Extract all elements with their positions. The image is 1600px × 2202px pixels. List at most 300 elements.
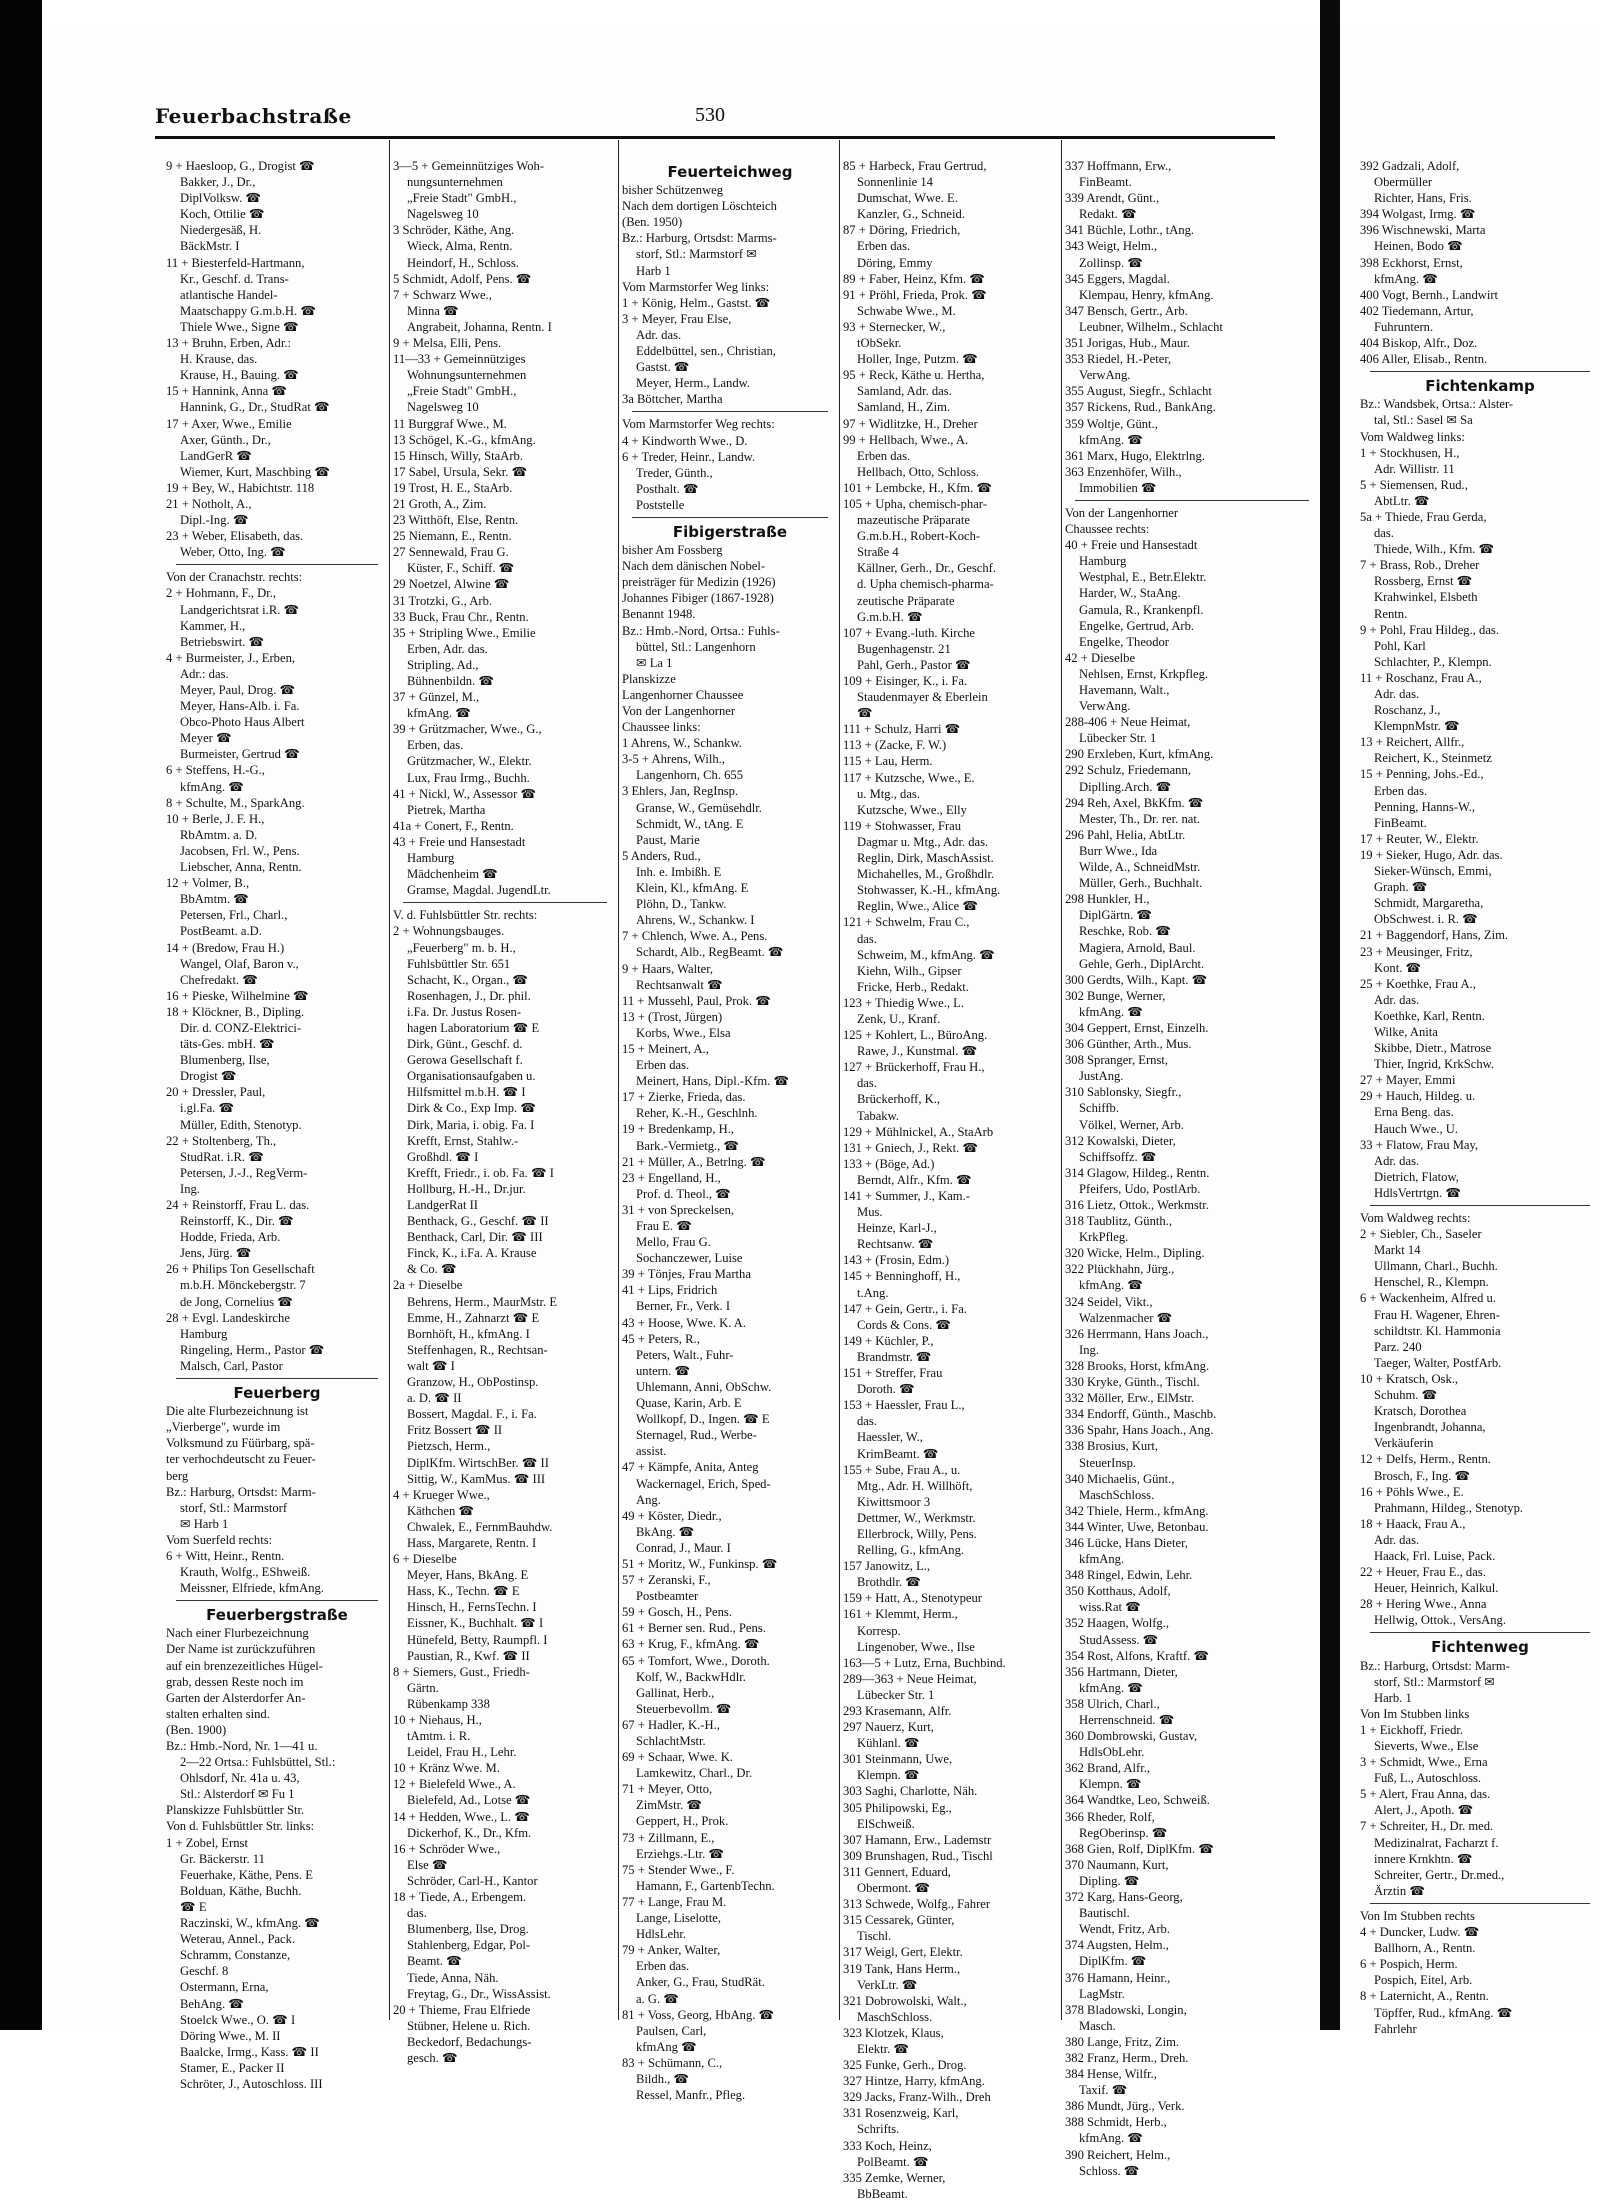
- directory-entry: 3 + Meyer, Frau Else,: [622, 311, 732, 326]
- directory-entry: 302 Bunge, Werner,: [1065, 988, 1166, 1003]
- entry-continuation: Korbs, Wwe., Elsa: [636, 1025, 731, 1040]
- entry-continuation: BbBeamt.: [857, 2186, 908, 2201]
- directory-entry: 19 Trost, H. E., StaArb.: [393, 480, 513, 495]
- entry-continuation: Adr. Willistr. 11: [1374, 461, 1455, 476]
- directory-entry: 151 + Streffer, Frau: [843, 1366, 943, 1381]
- entry-continuation: Krefft, Ernst, Stahlw.-: [407, 1133, 519, 1148]
- entry-continuation: kfmAng. ☎: [1079, 1278, 1143, 1293]
- directory-entry: 21 Groth, A., Zim.: [393, 496, 487, 511]
- entry-continuation: kfmAng.: [1079, 1552, 1125, 1567]
- entry-continuation: Erben, Adr. das.: [407, 641, 488, 656]
- directory-entry: 402 Tiedemann, Artur,: [1360, 303, 1474, 318]
- directory-entry: 157 Janowitz, L.,: [843, 1559, 931, 1574]
- directory-entry: 1 Ahrens, W., Schankw.: [622, 736, 742, 751]
- directory-entry: 313 Schwede, Wolfg., Fahrer: [843, 1897, 991, 1912]
- directory-entry: 325 Funke, Gerh., Drog.: [843, 2058, 967, 2073]
- street-heading: Fichtenkamp: [1425, 377, 1535, 396]
- directory-entry: Bz.: Hmb.-Nord, Ortsa.: Fuhls-: [622, 623, 780, 638]
- entry-continuation: storf, Stl.: Marmstorf: [180, 1500, 288, 1515]
- directory-entry: 388 Schmidt, Herb.,: [1065, 2115, 1167, 2130]
- directory-entry: 99 + Hellbach, Wwe., A.: [843, 432, 969, 447]
- directory-entry: 4 + Kindworth Wwe., D.: [622, 433, 748, 448]
- entry-continuation: Straße 4: [857, 545, 899, 560]
- entry-continuation: Lübecker Str. 1: [857, 1687, 935, 1702]
- directory-entry: 17 + Axer, Wwe., Emilie: [166, 416, 292, 431]
- entry-continuation: Leidel, Frau H., Lehr.: [407, 1745, 517, 1760]
- directory-entry: 17 + Reuter, W., Elektr.: [1360, 831, 1479, 846]
- directory-entry: 40 + Freie und Hansestadt: [1065, 538, 1198, 553]
- directory-entry: 298 Hunkler, H.,: [1065, 892, 1150, 907]
- entry-continuation: Schiffb.: [1079, 1101, 1119, 1116]
- directory-entry: V. d. Fuhlsbüttler Str. rechts:: [393, 908, 538, 923]
- entry-continuation: innere Krnkhtn. ☎: [1374, 1851, 1473, 1866]
- directory-entry: 386 Mundt, Jürg., Verk.: [1065, 2099, 1185, 2114]
- entry-continuation: Erben das.: [1374, 783, 1428, 798]
- entry-continuation: Adr. das.: [1374, 992, 1420, 1007]
- directory-entry: 2 + Hohmann, F., Dr.,: [166, 586, 276, 601]
- directory-entry: 370 Naumann, Kurt,: [1065, 1857, 1169, 1872]
- directory-entry: 43 + Hoose, Wwe. K. A.: [622, 1315, 747, 1330]
- entry-continuation: Reher, K.-H., Geschlnh.: [636, 1106, 758, 1121]
- entry-continuation: Frau H. Wagener, Ehren-: [1374, 1307, 1500, 1322]
- entry-continuation: LagMstr.: [1079, 1986, 1125, 2001]
- directory-entry: 312 Kowalski, Dieter,: [1065, 1133, 1176, 1148]
- entry-continuation: HdlsVertrtgn. ☎: [1374, 1185, 1462, 1200]
- directory-entry: grab, dessen Reste noch im: [166, 1674, 304, 1689]
- entry-continuation: Walzenmacher ☎: [1079, 1310, 1173, 1325]
- entry-continuation: Steffenhagen, R., Rechtsan-: [407, 1342, 548, 1357]
- entry-continuation: Meyer, Hans-Alb. i. Fa.: [180, 699, 300, 714]
- directory-entry: 3 Ehlers, Jan, RegInsp.: [622, 784, 739, 799]
- entry-continuation: Obermont. ☎: [857, 1881, 931, 1896]
- entry-continuation: kfmAng. ☎: [1079, 2131, 1143, 2146]
- entry-continuation: Ärztin ☎: [1374, 1883, 1426, 1898]
- directory-entry: 129 + Mühlnickel, A., StaArb: [843, 1124, 994, 1139]
- entry-continuation: Leubner, Wilhelm., Schlacht: [1079, 319, 1223, 334]
- entry-continuation: DiplGärtn. ☎: [1079, 908, 1153, 923]
- entry-continuation: Rübenkamp 338: [407, 1696, 490, 1711]
- directory-entry: 14 + (Bredow, Frau H.): [166, 940, 285, 955]
- directory-entry: Garten der Alsterdorfer An-: [166, 1690, 306, 1705]
- entry-continuation: schildtstr. Kl. Hammonia: [1374, 1323, 1501, 1338]
- entry-continuation: Stoelck Wwe., O. ☎ I: [180, 2012, 296, 2027]
- column-rule: [839, 140, 840, 2020]
- entry-continuation: Zenk, U., Kranf.: [857, 1011, 941, 1026]
- directory-entry: Benannt 1948.: [622, 607, 696, 622]
- entry-continuation: Fritz Bossert ☎ II: [407, 1423, 503, 1438]
- entry-continuation: Adr. das.: [636, 327, 682, 342]
- entry-continuation: Quase, Karin, Arb. E: [636, 1396, 742, 1411]
- entry-continuation: Petersen, J.-J., RegVerm-: [180, 1165, 308, 1180]
- entry-continuation: Gr. Bäckerstr. 11: [180, 1851, 265, 1866]
- directory-entry: 4 + Duncker, Ludw. ☎: [1360, 1925, 1480, 1940]
- directory-entry: 337 Hoffmann, Erw.,: [1065, 159, 1172, 173]
- directory-entry: 310 Sablonsky, Siegfr.,: [1065, 1085, 1182, 1100]
- directory-entry: 345 Eggers, Magdal.: [1065, 271, 1170, 286]
- directory-entry: 49 + Köster, Diedr.,: [622, 1508, 722, 1523]
- directory-entry: 5 Anders, Rud.,: [622, 848, 701, 863]
- directory-entry: 15 + Meinert, A.,: [622, 1041, 709, 1056]
- entry-continuation: Hamburg: [407, 851, 455, 866]
- entry-continuation: Adr. das.: [1374, 1153, 1420, 1168]
- directory-entry: Langenhorner Chaussee: [622, 687, 744, 702]
- entry-continuation: Schmidt, W., tAng. E: [636, 816, 744, 831]
- entry-continuation: Cords & Cons. ☎: [857, 1317, 952, 1332]
- directory-entry: 47 + Kämpfe, Anita, Anteg: [622, 1460, 759, 1475]
- directory-entry: 317 Weigl, Gert, Elektr.: [843, 1945, 963, 1960]
- directory-entry: 13 + Bruhn, Erben, Adr.:: [166, 336, 291, 351]
- directory-entry: 20 + Dressler, Paul,: [166, 1085, 266, 1100]
- entry-continuation: Dirk, Maria, i. obig. Fa. I: [407, 1117, 535, 1132]
- directory-entry: 1 + Eickhoff, Friedr.: [1360, 1722, 1464, 1737]
- page-gutter: [1320, 0, 1340, 2030]
- directory-entry: 41 + Lips, Fridrich: [622, 1283, 718, 1298]
- entry-continuation: Fuß, L., Autoschloss.: [1374, 1771, 1482, 1786]
- entry-continuation: Posthalt. ☎: [636, 481, 699, 496]
- directory-entry: 26 + Philips Ton Gesellschaft: [166, 1262, 315, 1277]
- directory-entry: 115 + Lau, Herm.: [843, 754, 933, 769]
- directory-entry: 73 + Zillmann, E.,: [622, 1830, 715, 1845]
- section-divider: [176, 564, 378, 565]
- directory-entry: 343 Weigt, Helm.,: [1065, 239, 1158, 254]
- entry-continuation: Reglin, Wwe., Alice ☎: [857, 899, 979, 914]
- directory-entry: 292 Schulz, Friedemann,: [1065, 763, 1191, 778]
- entry-continuation: Erben das.: [857, 239, 911, 254]
- entry-continuation: Klempn. ☎: [1079, 1777, 1142, 1792]
- directory-entry: bisher Schützenweg: [622, 183, 724, 198]
- directory-entry: 123 + Thiedig Wwe., L.: [843, 995, 965, 1010]
- entry-continuation: Mus.: [857, 1205, 883, 1220]
- entry-continuation: Zollinsp. ☎: [1079, 255, 1143, 270]
- entry-continuation: Stamer, E., Packer II: [180, 2060, 285, 2075]
- directory-entry: 394 Wolgast, Irmg. ☎: [1360, 207, 1476, 222]
- directory-entry: 71 + Meyer, Otto,: [622, 1782, 713, 1797]
- entry-continuation: Mello, Frau G.: [636, 1235, 711, 1250]
- entry-continuation: SchlachtMstr.: [636, 1734, 706, 1748]
- entry-continuation: Kammer, H.,: [180, 618, 246, 633]
- directory-entry: 13 + Reichert, Allfr.,: [1360, 735, 1465, 750]
- directory-entry: 8 + Siemers, Gust., Friedh-: [393, 1664, 530, 1679]
- directory-entry: 7 + Chlench, Wwe. A., Pens.: [622, 929, 768, 944]
- entry-continuation: Rawe, J., Kunstmal. ☎: [857, 1044, 978, 1059]
- entry-continuation: Michahelles, M., Großhdlr.: [857, 867, 995, 882]
- entry-continuation: kfmAng. ☎: [1079, 432, 1143, 447]
- directory-entry: 95 + Reck, Käthe u. Hertha,: [843, 368, 985, 383]
- entry-continuation: Samland, Adr. das.: [857, 384, 952, 399]
- entry-continuation: Kont. ☎: [1374, 960, 1422, 975]
- entry-continuation: G.m.b.H. ☎: [857, 609, 923, 624]
- street-heading: Fibigerstraße: [672, 522, 788, 541]
- directory-entry: ter verhochdeutscht zu Feuer-: [166, 1452, 316, 1467]
- directory-entry: 29 Noetzel, Alwine ☎: [393, 577, 510, 592]
- entry-continuation: m.b.H. Mönckebergstr. 7: [180, 1278, 306, 1293]
- entry-continuation: wiss.Rat ☎: [1079, 1600, 1141, 1615]
- directory-entry: 330 Kryke, Günth., Tischl.: [1065, 1375, 1200, 1390]
- entry-continuation: Schmidt, Margaretha,: [1374, 896, 1484, 911]
- entry-continuation: Schardt, Alb., RegBeamt. ☎: [636, 945, 784, 960]
- directory-column: [393, 158, 617, 2065]
- directory-entry: 5 + Siemensen, Rud.,: [1360, 477, 1468, 492]
- directory-entry: 366 Rheder, Rolf,: [1065, 1809, 1155, 1824]
- directory-entry: 368 Gien, Rolf, DiplKfm. ☎: [1065, 1841, 1214, 1856]
- entry-continuation: Meissner, Elfriede, kfmAng.: [180, 1581, 324, 1596]
- entry-continuation: Henschel, R., Klempn.: [1374, 1275, 1489, 1290]
- directory-entry: 15 Hinsch, Willy, StaArb.: [393, 448, 523, 463]
- entry-continuation: RbAmtm. a. D.: [180, 827, 258, 842]
- entry-continuation: kfmAng. ☎: [1374, 271, 1438, 286]
- entry-continuation: Drogist ☎: [180, 1069, 237, 1084]
- directory-entry: 358 Ulrich, Charl.,: [1065, 1696, 1160, 1711]
- entry-continuation: Dirk, Günt., Geschf. d.: [407, 1037, 523, 1052]
- entry-continuation: Burr Wwe., Ida: [1079, 843, 1158, 858]
- entry-continuation: Paustian, R., Kwf. ☎ II: [407, 1648, 530, 1663]
- directory-entry: 308 Spranger, Ernst,: [1065, 1053, 1169, 1068]
- directory-entry: 27 Sennewald, Frau G.: [393, 545, 509, 560]
- section-divider: [1370, 1903, 1590, 1904]
- directory-entry: 31 Trotzki, G., Arb.: [393, 593, 493, 608]
- directory-entry: 320 Wicke, Helm., Dipling.: [1065, 1246, 1205, 1261]
- entry-continuation: FinBeamt.: [1374, 815, 1427, 830]
- entry-continuation: Wieck, Alma, Rentn.: [407, 239, 513, 254]
- entry-continuation: Reschke, Rob. ☎: [1079, 924, 1171, 939]
- directory-entry: 382 Franz, Herm., Dreh.: [1065, 2050, 1189, 2065]
- directory-entry: 332 Möller, Erw., ElMstr.: [1065, 1391, 1195, 1406]
- entry-continuation: Axer, Günth., Dr.,: [180, 432, 271, 447]
- entry-continuation: Chwalek, E., FernmBauhdw.: [407, 1519, 553, 1534]
- directory-entry: 2a + Dieselbe: [393, 1278, 463, 1293]
- entry-continuation: Verkäuferin: [1374, 1436, 1434, 1451]
- directory-entry: 113 + (Zacke, F. W.): [843, 738, 947, 753]
- entry-continuation: VerwAng.: [1079, 699, 1131, 714]
- entry-continuation: Geschf. 8: [180, 1964, 229, 1979]
- entry-continuation: Klempn. ☎: [857, 1768, 920, 1783]
- entry-continuation: Finck, K., i.Fa. A. Krause: [407, 1246, 537, 1261]
- entry-continuation: Gärtn.: [407, 1680, 439, 1695]
- entry-continuation: Völkel, Werner, Arb.: [1079, 1117, 1184, 1132]
- entry-continuation: Granzow, H., ObPostinsp.: [407, 1375, 539, 1390]
- directory-entry: 19 + Bey, W., Habichtstr. 118: [166, 480, 315, 495]
- entry-continuation: Thiele Wwe., Signe ☎: [180, 319, 299, 334]
- entry-continuation: Feuerhake, Käthe, Pens. E: [180, 1867, 313, 1882]
- entry-continuation: Paulsen, Carl,: [636, 2023, 707, 2038]
- directory-entry: 145 + Benninghoff, H.,: [843, 1269, 961, 1284]
- entry-continuation: das.: [857, 1076, 877, 1091]
- directory-entry: 338 Brosius, Kurt,: [1065, 1439, 1159, 1454]
- directory-entry: 79 + Anker, Walter,: [622, 1943, 721, 1958]
- entry-continuation: Reichert, K., Steinmetz: [1374, 751, 1492, 766]
- directory-entry: 294 Reh, Axel, BkKfm. ☎: [1065, 795, 1204, 810]
- entry-continuation: HdlsLehr.: [636, 1927, 687, 1942]
- directory-entry: 304 Geppert, Ernst, Einzelh.: [1065, 1020, 1209, 1035]
- directory-entry: 117 + Kutzsche, Wwe., E.: [843, 770, 975, 785]
- entry-continuation: Ahrens, W., Schankw. I: [636, 913, 755, 928]
- directory-entry: 6 + Dieselbe: [393, 1552, 457, 1567]
- directory-entry: Nach einer Flurbezeichnung: [166, 1626, 309, 1641]
- directory-entry: 12 + Delfs, Herm., Rentn.: [1360, 1452, 1491, 1467]
- entry-continuation: Döring, Emmy: [857, 255, 933, 270]
- directory-entry: Johannes Fibiger (1867-1928): [622, 591, 774, 606]
- entry-continuation: RegOberinsp. ☎: [1079, 1825, 1168, 1840]
- directory-entry: 45 + Peters, R.,: [622, 1331, 700, 1346]
- entry-continuation: FinBeamt.: [1079, 175, 1132, 190]
- entry-continuation: Bolduan, Käthe, Buchh.: [180, 1883, 302, 1898]
- entry-continuation: walt ☎ I: [407, 1358, 455, 1373]
- directory-entry: 11 Burggraf Wwe., M.: [393, 416, 507, 431]
- directory-entry: 19 + Sieker, Hugo, Adr. das.: [1360, 847, 1503, 862]
- entry-continuation: Pietrek, Martha: [407, 802, 486, 817]
- directory-entry: 41 + Nickl, W., Assessor ☎: [393, 786, 537, 801]
- entry-continuation: Taxif. ☎: [1079, 2083, 1128, 2098]
- entry-continuation: G.m.b.H., Robert-Koch-: [857, 529, 981, 544]
- entry-continuation: Kanzler, G., Schneid.: [857, 207, 965, 222]
- header-street: Feuerbachstraße: [155, 104, 352, 128]
- entry-continuation: Bühnenbildn. ☎: [407, 674, 495, 688]
- directory-entry: 315 Cessarek, Günter,: [843, 1913, 955, 1928]
- entry-continuation: StudAssess. ☎: [1079, 1632, 1159, 1647]
- directory-entry: 57 + Zeranski, F.,: [622, 1573, 711, 1588]
- entry-continuation: Gerowa Gesellschaft f.: [407, 1053, 523, 1068]
- entry-continuation: hagen Laboratorium ☎ E: [407, 1020, 540, 1035]
- entry-continuation: a. G. ☎: [636, 1991, 679, 2006]
- directory-entry: 22 + Stoltenberg, Th.,: [166, 1133, 277, 1148]
- directory-entry: 3-5 + Ahrens, Wilh.,: [622, 752, 725, 767]
- entry-continuation: Hellbach, Otto, Schloss.: [857, 464, 980, 479]
- entry-continuation: a. D. ☎ II: [407, 1391, 462, 1406]
- entry-continuation: Hilfsmittel m.b.H. ☎ I: [407, 1085, 526, 1100]
- entry-continuation: Döring Wwe., M. II: [180, 2028, 281, 2043]
- directory-entry: 11 + Mussehl, Paul, Prok. ☎: [622, 993, 771, 1008]
- directory-entry: bisher Am Fossberg: [622, 543, 723, 558]
- entry-continuation: Hamburg: [1079, 554, 1127, 569]
- entry-continuation: Rentn.: [1374, 606, 1408, 621]
- directory-entry: 107 + Evang.-luth. Kirche: [843, 625, 975, 640]
- directory-entry: 4 + Krueger Wwe.,: [393, 1487, 490, 1502]
- directory-entry: 75 + Stender Wwe., F.: [622, 1862, 735, 1877]
- directory-entry: 9 + Pohl, Frau Hildeg., das.: [1360, 622, 1499, 637]
- directory-entry: 3 Schröder, Käthe, Ang.: [393, 223, 515, 238]
- entry-continuation: Tischl.: [857, 1929, 892, 1944]
- directory-entry: 296 Pahl, Helia, AbtLtr.: [1065, 827, 1186, 842]
- directory-entry: 39 + Grützmacher, Wwe., G.,: [393, 722, 542, 737]
- entry-continuation: Klein, Kl., kfmAng. E: [636, 881, 749, 896]
- entry-continuation: Korresp.: [857, 1623, 901, 1638]
- directory-column: [1360, 158, 1600, 2036]
- entry-continuation: Schrifts.: [857, 2122, 900, 2137]
- directory-entry: 398 Eckhorst, Ernst,: [1360, 255, 1463, 270]
- directory-entry: 329 Jacks, Franz-Wilh., Dreh: [843, 2090, 991, 2105]
- entry-continuation: Pohl, Karl: [1374, 638, 1426, 653]
- entry-continuation: Kolf, W., BackwHdlr.: [636, 1669, 746, 1684]
- directory-entry: 306 Günther, Arth., Mus.: [1065, 1037, 1192, 1052]
- entry-continuation: Heinze, Karl-J.,: [857, 1221, 937, 1236]
- entry-continuation: Ohlsdorf, Nr. 41a u. 43,: [180, 1771, 300, 1786]
- entry-continuation: i.gl.Fa. ☎: [180, 1101, 235, 1116]
- directory-entry: 97 + Widlitzke, H., Dreher: [843, 416, 978, 431]
- section-divider: [1370, 371, 1590, 372]
- entry-continuation: Plöhn, D., Tankw.: [636, 897, 727, 912]
- entry-continuation: Hünefeld, Betty, Raumpfl. I: [407, 1632, 548, 1647]
- directory-entry: 9 + Melsa, Elli, Pens.: [393, 336, 502, 351]
- entry-continuation: ☎ E: [180, 1899, 207, 1914]
- section-divider: [403, 902, 607, 903]
- entry-continuation: i.Fa. Dr. Justus Rosen-: [407, 1004, 522, 1019]
- directory-entry: 4 + Burmeister, J., Erben,: [166, 650, 296, 665]
- directory-entry: Bz.: Hmb.-Nord, Nr. 1—41 u.: [166, 1739, 318, 1753]
- directory-entry: 11 + Roschanz, Frau A.,: [1360, 670, 1482, 685]
- entry-continuation: Prahmann, Hildeg., Stenotyp.: [1374, 1500, 1524, 1515]
- directory-entry: 149 + Küchler, P.,: [843, 1333, 934, 1348]
- directory-entry: 83 + Schümann, C.,: [622, 2055, 723, 2070]
- section-divider: [1370, 1205, 1590, 1206]
- directory-entry: 1 + Stockhusen, H.,: [1360, 445, 1460, 460]
- directory-entry: 297 Nauerz, Kurt,: [843, 1720, 934, 1735]
- directory-entry: 109 + Eisinger, K., i. Fa.: [843, 674, 968, 688]
- entry-continuation: Wilde, A., SchneidMstr.: [1079, 860, 1201, 875]
- entry-continuation: Ballhorn, A., Rentn.: [1374, 1941, 1476, 1956]
- entry-continuation: Schröder, Carl-H., Kantor: [407, 1873, 538, 1888]
- entry-continuation: Sieker-Wünsch, Emmi,: [1374, 864, 1492, 879]
- directory-entry: 289—363 + Neue Heimat,: [843, 1671, 977, 1686]
- directory-entry: Von der Langenhorner: [622, 704, 736, 718]
- entry-continuation: Meyer ☎: [180, 731, 232, 746]
- entry-continuation: Erben das.: [636, 1058, 690, 1073]
- directory-entry: 11—33 + Gemeinnütziges: [393, 352, 526, 367]
- directory-entry: 318 Taublitz, Günth.,: [1065, 1214, 1172, 1229]
- entry-continuation: Thier, Ingrid, KrkSchw.: [1374, 1057, 1495, 1072]
- entry-continuation: Penning, Hanns-W.,: [1374, 799, 1475, 814]
- directory-entry: 347 Bensch, Gertr., Arb.: [1065, 303, 1188, 318]
- directory-entry: 15 + Hannink, Anna ☎: [166, 384, 288, 399]
- entry-continuation: Meyer, Hans, BkAng. E: [407, 1568, 529, 1583]
- directory-entry: 17 + Zierke, Frieda, das.: [622, 1090, 746, 1105]
- entry-continuation: de Jong, Cornelius ☎: [180, 1294, 293, 1309]
- entry-continuation: Else ☎: [407, 1857, 448, 1872]
- entry-continuation: Benthack, G., Geschf. ☎ II: [407, 1214, 549, 1229]
- entry-continuation: Baalcke, Irmg., Kass. ☎ II: [180, 2044, 319, 2059]
- directory-entry: 111 + Schulz, Harri ☎: [843, 722, 961, 737]
- entry-continuation: Dickerhof, K., Dr., Kfm.: [407, 1825, 532, 1840]
- directory-entry: 336 Spahr, Hans Joach., Ang.: [1065, 1423, 1214, 1438]
- directory-entry: 380 Lange, Fritz, Zim.: [1065, 2034, 1180, 2049]
- directory-entry: 406 Aller, Elisab., Rentn.: [1360, 352, 1488, 367]
- entry-continuation: Sochanczewer, Luise: [636, 1251, 743, 1266]
- entry-continuation: Brosch, F., Ing. ☎: [1374, 1468, 1471, 1483]
- entry-continuation: Heindorf, H., Schloss.: [407, 255, 519, 270]
- entry-continuation: Meyer, Paul, Drog. ☎: [180, 683, 296, 697]
- entry-continuation: tal, Stl.: Sasel ✉ Sa: [1374, 413, 1473, 428]
- street-heading: Fichtenweg: [1431, 1638, 1529, 1657]
- directory-entry: 319 Tank, Hans Herm.,: [843, 1961, 961, 1976]
- directory-entry: 5a + Thiede, Frau Gerda,: [1360, 509, 1487, 524]
- entry-continuation: Treder, Günth.,: [636, 465, 713, 480]
- entry-continuation: Lux, Frau Irmg., Buchh.: [407, 770, 530, 785]
- entry-continuation: Schiffsoffz. ☎: [1079, 1149, 1157, 1164]
- directory-entry: 14 + Hedden, Wwe., L. ☎: [393, 1809, 530, 1824]
- directory-entry: 17 Sabel, Ursula, Sekr. ☎: [393, 464, 528, 479]
- entry-continuation: Krefft, Friedr., i. ob. Fa. ☎ I: [407, 1165, 554, 1180]
- entry-continuation: Skibbe, Dietr., Matrose: [1374, 1041, 1492, 1056]
- directory-entry: 309 Brunshagen, Rud., Tischl: [843, 1848, 993, 1863]
- directory-entry: 392 Gadzali, Adolf,: [1360, 159, 1460, 173]
- column-rule: [618, 140, 619, 2020]
- entry-continuation: Ostermann, Erna,: [180, 1980, 269, 1995]
- directory-entry: 335 Zemke, Werner,: [843, 2170, 946, 2185]
- entry-continuation: Meinert, Hans, Dipl.-Kfm. ☎: [636, 1074, 790, 1089]
- entry-continuation: Schuhm. ☎: [1374, 1388, 1438, 1403]
- directory-entry: 351 Jorigas, Hub., Maur.: [1065, 336, 1190, 351]
- directory-entry: 13 Schögel, K.-G., kfmAng.: [393, 432, 536, 447]
- directory-entry: 16 + Pieske, Wilhelmine ☎: [166, 988, 309, 1003]
